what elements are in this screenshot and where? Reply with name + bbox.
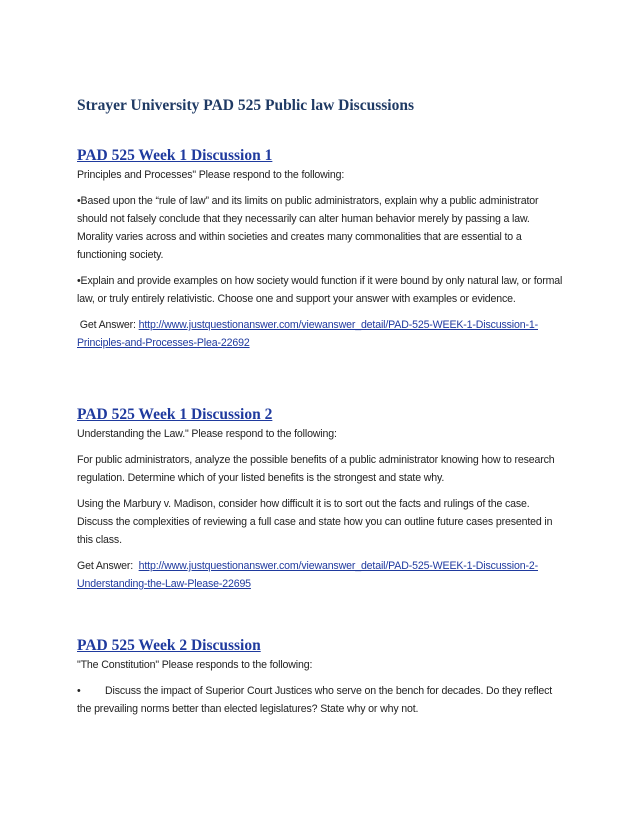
bullet-icon: • xyxy=(77,685,81,697)
get-answer-label: Get Answer: xyxy=(77,560,139,572)
answer-link[interactable]: http://www.justquestionanswer.com/viewanswer_detail/PAD-525-WEEK-1-Discussion-1-Principles-and-Processes-Plea-22692 xyxy=(77,319,538,349)
question-paragraph: For public administrators, analyze the possible benefits of a public administrator knowing how to research regulation. Determine which of your listed benefits is the strongest and state why. xyxy=(77,454,555,484)
section-heading: PAD 525 Week 2 Discussion xyxy=(77,637,261,654)
document-title: Strayer University PAD 525 Public law Discussions xyxy=(77,97,414,114)
get-answer-label: Get Answer: xyxy=(77,319,139,331)
section-week1-discussion2 xyxy=(77,405,567,593)
question-paragraph: •Explain and provide examples on how society would function if it were bound by only natural law, or formal law, or truly entirely relativistic. Choose one and support your answer with examples or evidence. xyxy=(77,275,563,305)
answer-link[interactable]: http://www.justquestionanswer.com/viewanswer_detail/PAD-525-WEEK-1-Discussion-2-Understanding-the-Law-Please-22695 xyxy=(77,560,538,590)
bullet-text: Discuss the impact of Superior Court Justices who serve on the bench for decades. Do they reflect the prevailing norms better than elected legislatures? State why or why not. xyxy=(77,685,553,715)
section-subtitle: Principles and Processes" Please respond to the following: xyxy=(77,169,345,181)
bullet-paragraph xyxy=(77,682,567,718)
section-heading: PAD 525 Week 1 Discussion 1 xyxy=(77,147,273,164)
get-answer-line xyxy=(77,557,567,593)
get-answer-line xyxy=(77,316,567,352)
section-subtitle: Understanding the Law." Please respond to the following: xyxy=(77,428,337,440)
section-heading: PAD 525 Week 1 Discussion 2 xyxy=(77,406,273,423)
section-week2-discussion xyxy=(77,636,567,718)
section-week1-discussion1 xyxy=(77,146,567,352)
section-subtitle: "The Constitution" Please responds to the following: xyxy=(77,659,313,671)
question-paragraph: Using the Marbury v. Madison, consider how difficult it is to sort out the facts and rulings of the case. Discuss the complexities of reviewing a full case and state how you can outline future cases presented in this class. xyxy=(77,498,553,546)
question-paragraph: •Based upon the “rule of law” and its limits on public administrators, explain why a public administrator should not falsely conclude that they necessarily can alter human behavior merely by passing a law. Morality varies across and within societies and creates many commonalities that are essential to a functioning society. xyxy=(77,195,539,261)
